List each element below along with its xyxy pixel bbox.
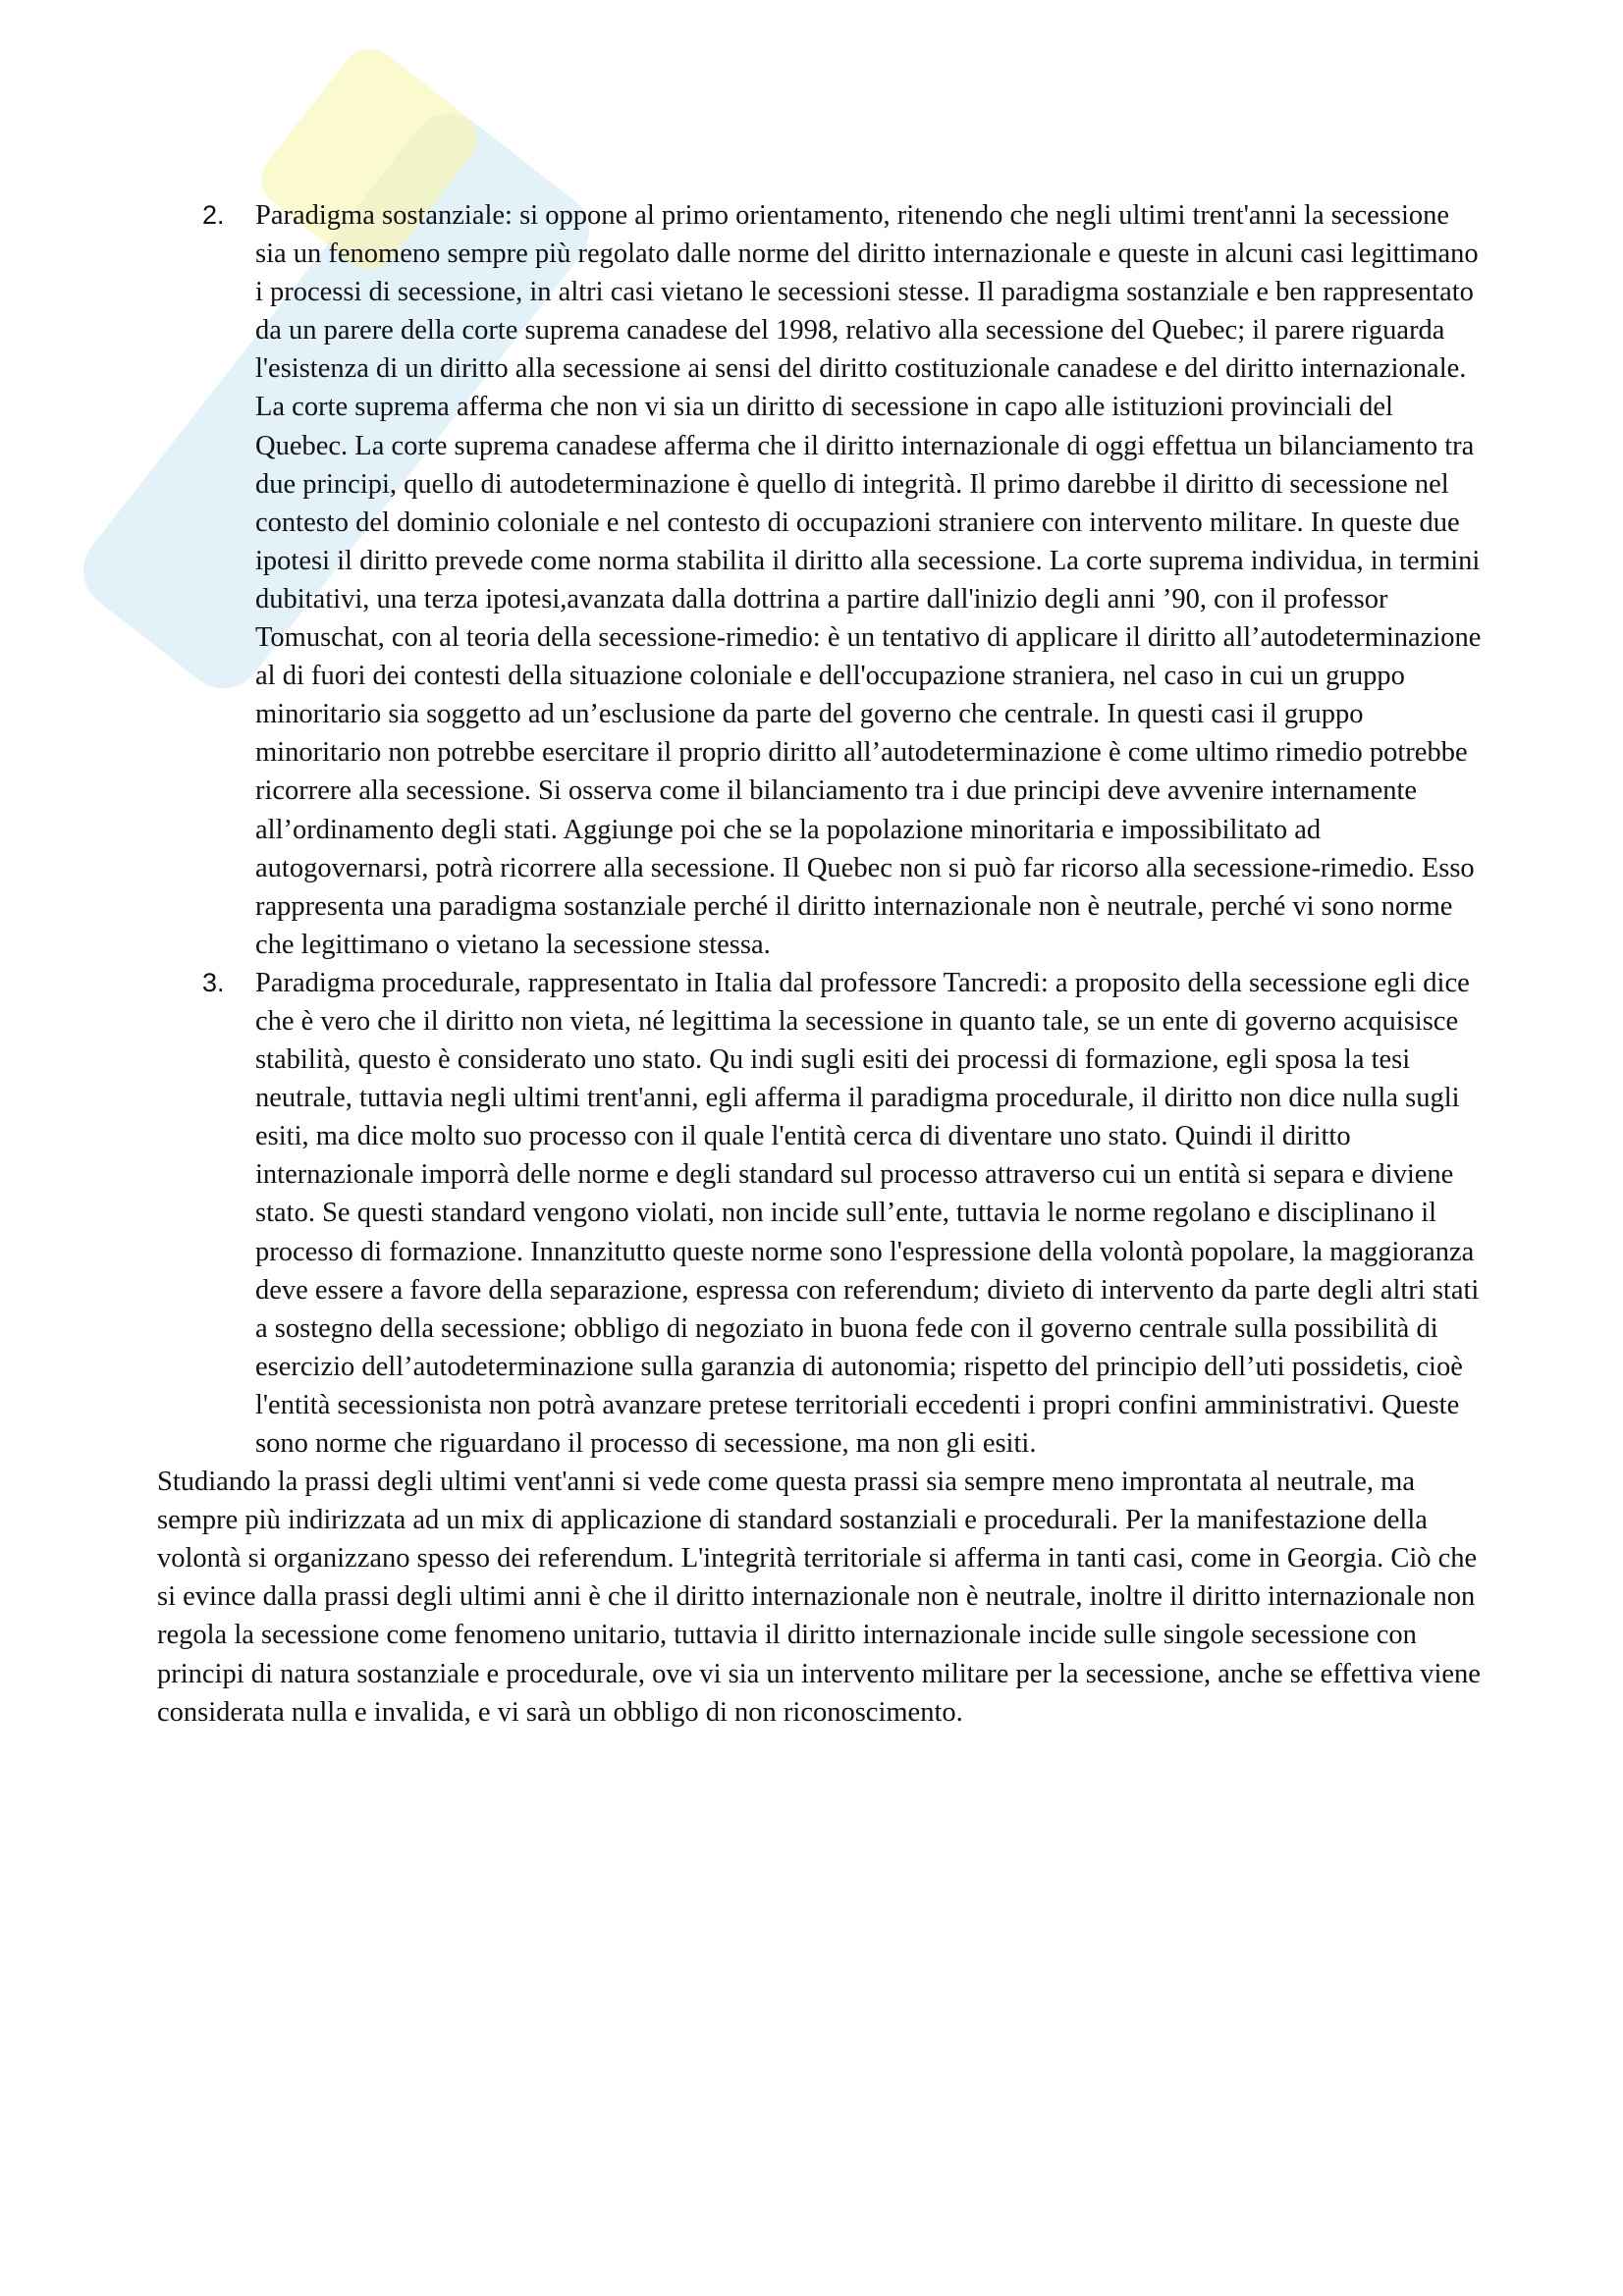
- document-body: [157, 196, 1483, 1732]
- list-item-3: [157, 964, 1483, 1463]
- list-item-2: [157, 196, 1483, 964]
- list-item-text: Paradigma sostanziale: si oppone al primo orientamento, ritenendo che negli ultimi trent'anni la secessione sia un fenomeno sempre più regolato dalle norme del diritto internazionale e queste in alcuni casi legittimano i processi di secessione, in altri casi vietano le secessioni stesse. Il paradigma sostanziale e ben rappresentato da un parere della corte suprema canadese del 1998, relativo alla secessione del Quebec; il parere riguarda l'esistenza di un diritto alla secessione ai sensi del diritto costituzionale canadese e del diritto internazionale. La corte suprema afferma che non vi sia un diritto di secessione in capo alle istituzioni provinciali del Quebec. La corte suprema canadese afferma che il diritto internazionale di oggi effettua un bilanciamento tra due principi, quello di autodeterminazione è quello di integrità. Il primo darebbe il diritto di secessione nel contesto del dominio coloniale e nel contesto di occupazioni straniere con intervento militare. In queste due ipotesi il diritto prevede come norma stabilita il diritto alla secessione. La corte suprema individua, in termini dubitativi, una terza ipotesi,avanzata dalla dottrina a partire dall'inizio degli anni ’90, con il professor Tomuschat, con al teoria della secessione-rimedio: è un tentativo di applicare il diritto all’autodeterminazione al di fuori dei contesti della situazione coloniale e dell'occupazione straniera, nel caso in cui un gruppo minoritario sia soggetto ad un’esclusione da parte del governo che centrale. In questi casi il gruppo minoritario non potrebbe esercitare il proprio diritto all’autodeterminazione è come ultimo rimedio potrebbe ricorrere alla secessione. Si osserva come il bilanciamento tra i due principi deve avvenire internamente all’ordinamento degli stati. Aggiunge poi che se la popolazione minoritaria e impossibilitato ad autogovernarsi, potrà ricorrere alla secessione. Il Quebec non si può far ricorso alla secessione-rimedio. Esso rappresenta una paradigma sostanziale perché il diritto internazionale non è neutrale, perché vi sono norme che legittimano o vietano la secessione stessa.: [255, 200, 1482, 960]
- list-number: 2.: [202, 200, 225, 230]
- list-number: 3.: [202, 967, 225, 997]
- list-item-text: Paradigma procedurale, rappresentato in Italia dal professore Tancredi: a proposito della secessione egli dice che è vero che il diritto non vieta, né legittima la secessione in quanto tale, se un ente di governo acquisisce stabilità, questo è considerato uno stato. Qu indi sugli esiti dei processi di formazione, egli sposa la tesi neutrale, tuttavia negli ultimi trent'anni, egli afferma il paradigma procedurale, il diritto non dice nulla sugli esiti, ma dice molto suo processo con il quale l'entità cerca di diventare uno stato. Quindi il diritto internazionale imporrà delle norme e degli standard sul processo attraverso cui un entità si separa e diviene stato. Se questi standard vengono violati, non incide sull’ente, tuttavia le norme regolano e disciplinano il processo di formazione. Innanzitutto queste norme sono l'espressione della volontà popolare, la maggioranza deve essere a favore della separazione, espressa con referendum; divieto di intervento da parte degli altri stati a sostegno della secessione; obbligo di negoziato in buona fede con il governo centrale sulla possibilità di esercizio dell’autodeterminazione sulla garanzia di autonomia; rispetto del principio dell’uti possidetis, cioè l'entità secessionista non potrà avanzare pretese territoriali eccedenti i propri confini amministrativi. Queste sono norme che riguardano il processo di secessione, ma non gli esiti.: [255, 967, 1480, 1459]
- closing-paragraph: Studiando la prassi degli ultimi vent'anni si vede come questa prassi sia sempre meno improntata al neutrale, ma sempre più indirizzata ad un mix di applicazione di standard sostanziali e procedurali. Per la manifestazione della volontà si organizzano spesso dei referendum. L'integrità territoriale si afferma in tanti casi, come in Georgia. Ciò che si evince dalla prassi degli ultimi anni è che il diritto internazionale non è neutrale, inoltre il diritto internazionale non regola la secessione come fenomeno unitario, tuttavia il diritto internazionale incide sulle singole secessione con principi di natura sostanziale e procedurale, ove vi sia un intervento militare per la secessione, anche se effettiva viene considerata nulla e invalida, e vi sarà un obbligo di non riconoscimento.: [157, 1467, 1481, 1728]
